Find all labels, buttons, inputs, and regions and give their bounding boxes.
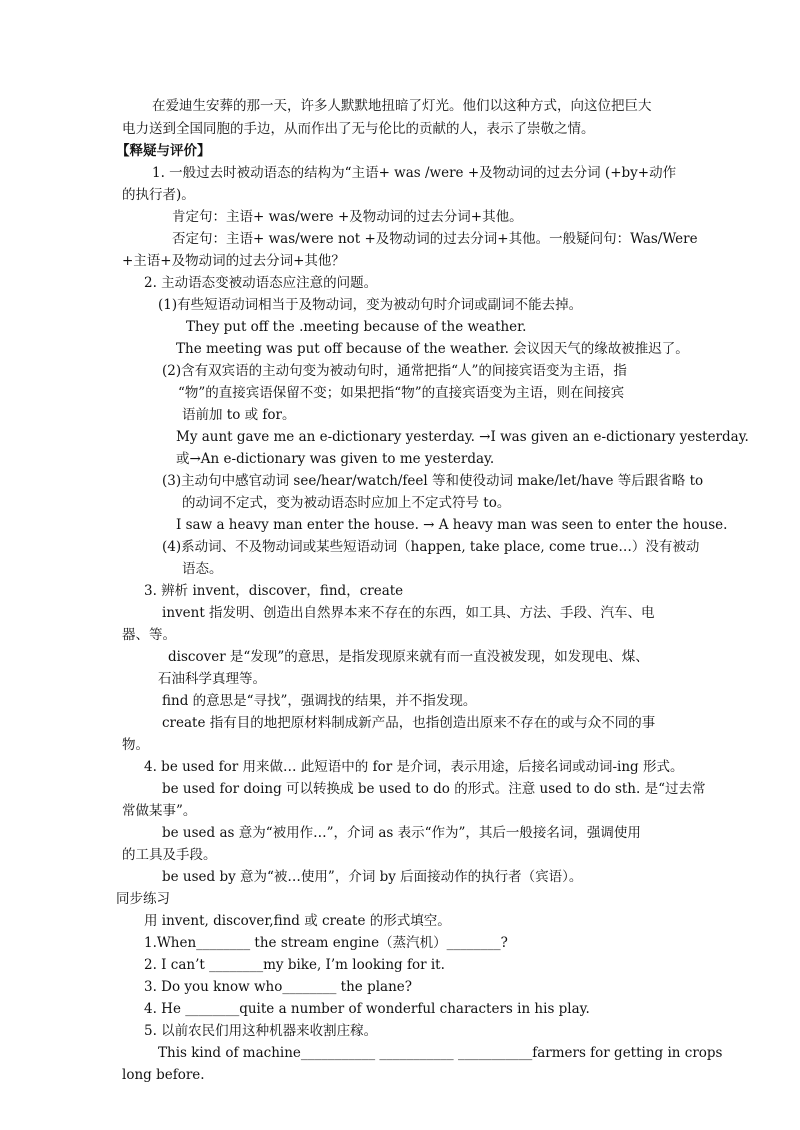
point-2-sub-2-example-2: 或→An e-dictionary was given to me yesterday. [176, 451, 495, 467]
create-explanation-line-1: create 指有目的地把原材料制成新产品，也指创造出原来不存在的或与众不同的事 [162, 715, 656, 731]
affirmative-structure: 肯定句：主语+ was/were +及物动词的过去分词+其他。 [172, 209, 523, 225]
exercise-heading: 同步练习 [116, 891, 170, 907]
point-2-sub-4-line-2: 语态。 [182, 561, 223, 577]
exercise-question-5-chinese: 5. 以前农民们用这种机器来收割庄稼。 [144, 1023, 378, 1039]
point-2-sub-3-line-2: 的动词不定式，变为被动语态时应加上不定式符号 to。 [182, 495, 511, 511]
point-2-sub-2-line-3: 语前加 to 或 for。 [182, 407, 296, 423]
point-2-sub-2-line-2: “物”的直接宾语保留不变；如果把指“物”的直接宾语变为主语，则在间接宾 [178, 385, 625, 401]
point-1-line-2: 的执行者)。 [122, 187, 195, 203]
exercise-question-2: 2. I can’t ________my bike, I’m looking for it. [144, 957, 445, 973]
create-explanation-line-2: 物。 [122, 737, 149, 753]
discover-explanation-line-1: discover 是“发现”的意思，是指发现原来就有而一直没被发现，如发现电、煤、 [168, 649, 649, 665]
be-used-for-doing-line-2: 常做某事”。 [122, 803, 197, 819]
point-2-sub-3-example: I saw a heavy man enter the house. → A heavy man was seen to enter the house. [176, 517, 728, 533]
point-2-sub-1-example-2: The meeting was put off because of the weather. 会议因天气的缘故被推迟了。 [176, 341, 689, 357]
section-heading: 【释疑与评价】 [116, 143, 211, 159]
be-used-as-line-2: 的工具及手段。 [122, 847, 217, 863]
point-3-title: 3. 辨析 invent，discover，find，create [144, 583, 404, 599]
exercise-instruction: 用 invent, discover,find 或 create 的形式填空。 [144, 913, 451, 929]
invent-explanation-line-1: invent 指发明、创造出自然界本来不存在的东西，如工具、方法、手段、汽车、电 [162, 605, 655, 621]
point-1-line-1: 1. 一般过去时被动语态的结构为“主语+ was /were +及物动词的过去分词 (+by+动作 [152, 165, 677, 181]
be-used-as-line-1: be used as 意为“被用作…”，介词 as 表示“作为”，其后一般接名词，强调使用 [162, 825, 641, 841]
exercise-question-1: 1.When________ the stream engine（蒸汽机）________? [144, 935, 508, 951]
point-2-sub-3-line-1: (3)主动句中感官动词 see/hear/watch/feel 等和使役动词 make/let/have 等后跟省略 to [162, 473, 704, 489]
find-explanation: find 的意思是“寻找”，强调找的结果，并不指发现。 [162, 693, 477, 709]
exercise-question-3: 3. Do you know who________ the plane? [144, 979, 413, 995]
be-used-for-doing-line-1: be used for doing 可以转换成 be used to do 的形式。注意 used to do sth. 是“过去常 [162, 781, 706, 797]
intro-line-1: 在爱迪生安葬的那一天，许多人默默地扭暗了灯光。他们以这种方式，向这位把巨大 [152, 98, 652, 114]
point-2-sub-2-line-1: (2)含有双宾语的主动句变为被动句时，通常把指“人”的间接宾语变为主语，指 [162, 363, 627, 379]
invent-explanation-line-2: 器、等。 [122, 627, 176, 643]
exercise-question-5-english-line-2: long before. [122, 1067, 205, 1083]
discover-explanation-line-2: 石油科学真理等。 [158, 671, 266, 687]
point-2-sub-2-example-1: My aunt gave me an e-dictionary yesterday. →I was given an e-dictionary yesterday. [176, 429, 749, 445]
negative-structure-line-1: 否定句：主语+ was/were not +及物动词的过去分词+其他。一般疑问句：Was/Were [172, 231, 698, 247]
point-2-sub-4-line-1: (4)系动词、不及物动词或某些短语动词（happen, take place, come true…）没有被动 [162, 539, 700, 555]
intro-line-2: 电力送到全国同胞的手边，从而作出了无与伦比的贡献的人，表示了崇敬之情。 [122, 121, 595, 137]
point-2-sub-1-example-1: They put off the .meeting because of the weather. [186, 319, 527, 335]
be-used-by-line: be used by 意为“被…使用”，介词 by 后面接动作的执行者（宾语）。 [162, 869, 583, 885]
point-4-title: 4. be used for 用来做… 此短语中的 for 是介词，表示用途，后接名词或动词-ing 形式。 [144, 759, 684, 775]
point-2-sub-1: (1)有些短语动词相当于及物动词，变为被动句时介词或副词不能去掉。 [158, 297, 583, 313]
point-2-title: 2. 主动语态变被动语态应注意的问题。 [144, 275, 378, 291]
exercise-question-5-english-line-1: This kind of machine___________ ___________ ___________farmers for getting in crops [158, 1045, 723, 1061]
exercise-question-4: 4. He ________quite a number of wonderful characters in his play. [144, 1001, 590, 1017]
negative-structure-line-2: +主语+及物动词的过去分词+其他？ [122, 253, 345, 269]
